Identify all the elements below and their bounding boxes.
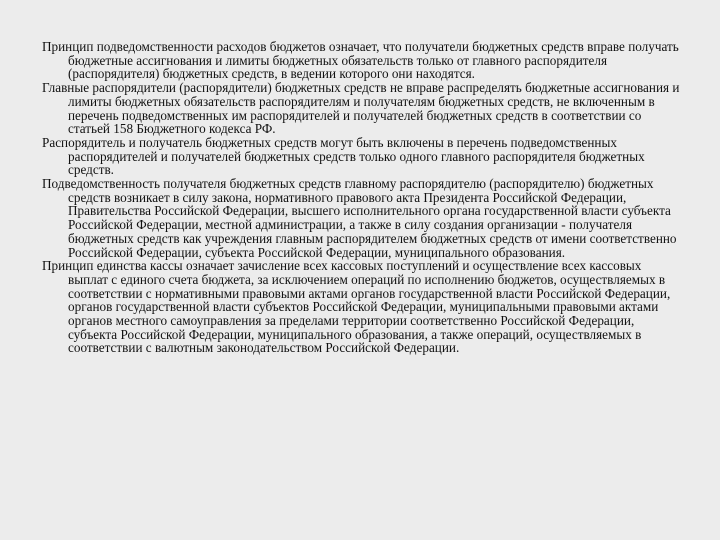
text-body — [42, 40, 682, 355]
paragraph-subordination-principle: Принцип подведомственности расходов бюджетов означает, что получатели бюджетных средств вправе получать бюджетные ассигнования и лимиты бюджетных обязательств только от главного распорядителя (распорядителя) бюджетных средств, в ведении которого они находятся. — [42, 39, 679, 82]
paragraph-single-main-administrator: Распорядитель и получатель бюджетных средств могут быть включены в перечень подведомственных распорядителей и получателей бюджетных средств только одного главного распорядителя бюджетных средств. — [42, 134, 645, 178]
paragraph-main-administrators: Главные распорядители (распорядители) бюджетных средств не вправе распределять бюджетные ассигнования и лимиты бюджетных обязательств распорядителям и получателям бюджетных средств, не включенным в перечень подведомственных им распорядителей и получателей бюджетных средств в соответствии со статьей 158 Бюджетного кодекса РФ. — [42, 80, 680, 137]
paragraph-cash-unity-principle: Принцип единства кассы означает зачисление всех кассовых поступлений и осуществление всех кассовых выплат с единого счета бюджета, за исключением операций по исполнению бюджетов, осуществляемых в соответствии с нормативными правовыми актами органов государственной власти Российской Федерации, органов государственной власти субъектов Российской Федерации, муниципальными правовыми актами органов местного самоуправления за пределами территории соответственно Российской Федерации, субъекта Российской Федерации, муниципального образования, а также операций, осуществляемых в соответствии с валютным законодательством Российской Федерации. — [42, 258, 671, 356]
paragraph-subordination-origin: Подведомственность получателя бюджетных средств главному распорядителю (распорядителю) бюджетных средств возникает в силу закона, нормативного правового акта Президента Российской Федерации, Правительства Российской Федерации, высшего исполнительного органа государственной власти субъекта Российской Федерации, местной администрации, а также в силу создания организации - получателя бюджетных средств как учреждения главным распорядителем бюджетных средств от имени соответственно Российской Федерации, субъекта Российской Федерации, муниципального образования. — [42, 176, 677, 260]
